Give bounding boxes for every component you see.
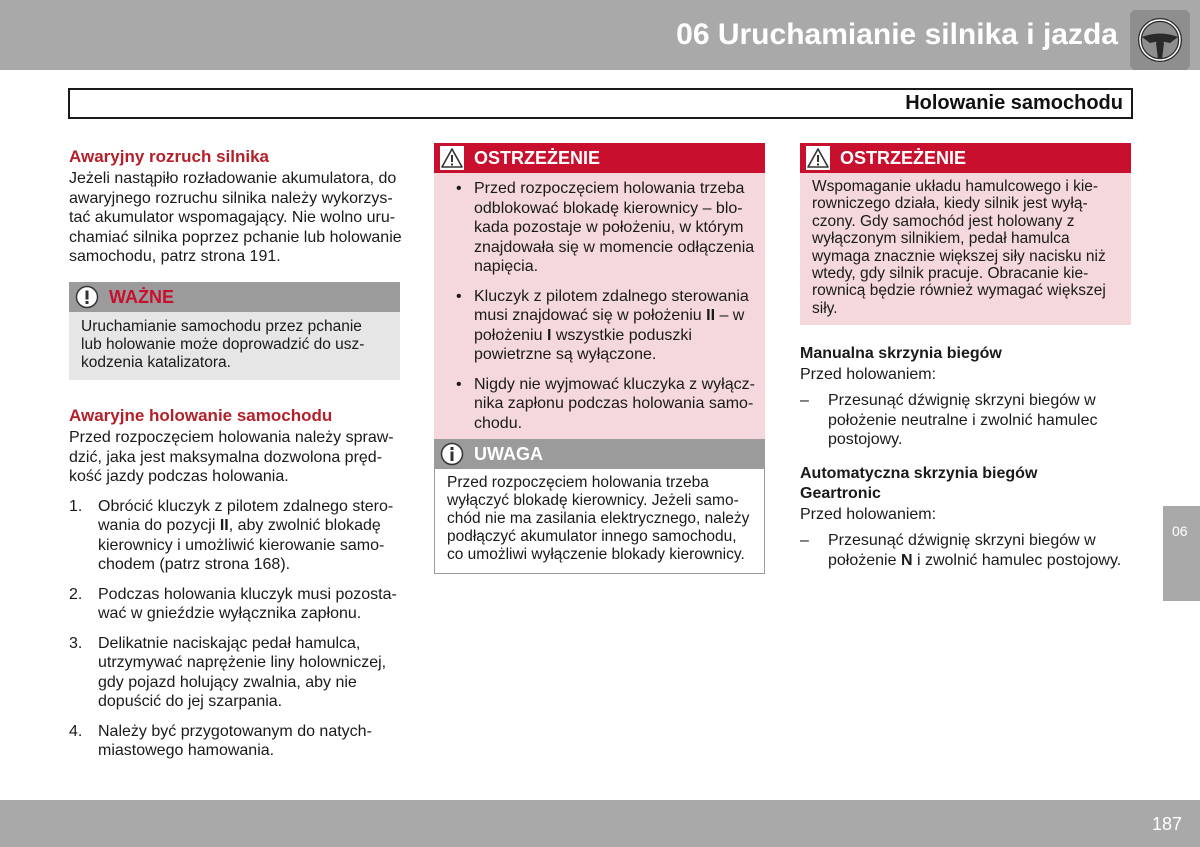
column-left-lower bbox=[69, 405, 403, 771]
chapter-side-tab bbox=[1163, 506, 1200, 601]
list-item: – Przesunąć dźwignię skrzyni biegów w położenie neutralne i zwolnić hamulec postojowy. bbox=[800, 392, 1098, 448]
list-item: 4. Należy być przygotowanym do natych- miastowego hamowania. bbox=[69, 722, 372, 759]
paragraph-emergency-start: Jeżeli nastąpiło rozładowanie akumulatora, do awaryjnego rozruchu silnika należy wykorzys- tać akumulator wspomagający. Nie wolno uru- chamiać silnika poprzez pchanie lub holowanie samochodu, patrz strona 191. bbox=[69, 170, 402, 265]
list-item: • Nigdy nie wyjmować kluczyka z wyłącz- nika zapłonu podczas holowania samo- chodu. bbox=[456, 375, 755, 432]
note-box-header bbox=[434, 439, 765, 469]
list-item: 3. Delikatnie naciskając pedał hamulca, utrzymywać naprężenie liny holowniczej, gdy pojazd holujący zwalnia, aby nie dopuścić do jej szarpania. bbox=[69, 634, 387, 710]
auto-intro: Przed holowaniem: bbox=[800, 505, 937, 523]
warning-label: OSTRZEŻENIE bbox=[474, 148, 601, 168]
warning-triangle-icon bbox=[440, 146, 464, 170]
heading-manual-gearbox: Manualna skrzynia biegów bbox=[800, 345, 1002, 362]
heading-emergency-towing: Awaryjne holowanie samochodu bbox=[69, 406, 333, 425]
list-item: 1. Obrócić kluczyk z pilotem zdalnego stero- wania do pozycji II, aby zwolnić blokadę kierownicy i umożliwić kierowanie samo- chodem (patrz strona 168). bbox=[69, 497, 394, 573]
warning-label: OSTRZEŻENIE bbox=[840, 148, 967, 168]
warning-triangle-icon bbox=[806, 146, 830, 170]
important-box bbox=[69, 282, 400, 380]
note-label: UWAGA bbox=[474, 444, 543, 464]
header-bar bbox=[0, 0, 1200, 70]
warning-box-towing bbox=[434, 143, 765, 441]
paragraph-towing-intro: Przed rozpoczęciem holowania należy spraw- dzić, jaka jest maksymalna dozwolona pręd- kość jazdy podczas holowania. bbox=[69, 429, 394, 485]
list-item: – Przesunąć dźwignię skrzyni biegów w położenie N i zwolnić hamulec postojowy. bbox=[800, 532, 1122, 569]
warning-bullets bbox=[444, 179, 757, 433]
section-bar bbox=[68, 88, 1133, 119]
footer-bar bbox=[0, 800, 1200, 847]
important-body: Uruchamianie samochodu przez pchanie lub holowanie może doprowadzić do usz- kodzenia katalizatora. bbox=[69, 312, 400, 380]
note-box bbox=[434, 439, 765, 574]
manual-steps bbox=[800, 391, 1140, 450]
list-item: • Kluczyk z pilotem zdalnego sterowania musi znajdować się w położeniu II – w położeniu I wszystkie poduszki powietrzne są wyłączone. bbox=[456, 287, 749, 363]
warning-box-brakes bbox=[800, 143, 1131, 325]
warning-box-header bbox=[434, 143, 765, 173]
warning-box-header bbox=[800, 143, 1131, 173]
towing-steps bbox=[69, 497, 403, 761]
section-title: Holowanie samochodu bbox=[905, 92, 1123, 114]
list-item: 2. Podczas holowania kluczyk musi pozosta- wać w gnieździe wyłącznika zapłonu. bbox=[69, 585, 397, 622]
warning-body bbox=[434, 173, 765, 441]
important-box-header bbox=[69, 282, 400, 312]
important-label: WAŻNE bbox=[109, 287, 174, 307]
page-number: 187 bbox=[1151, 814, 1182, 834]
manual-intro: Przed holowaniem: bbox=[800, 365, 937, 383]
list-item: • Przed rozpoczęciem holowania trzeba odblokować blokadę kierownicy – blo- kada pozostaje w położeniu, w którym znajdowała się w momencie odłączenia napięcia. bbox=[456, 180, 755, 275]
info-circle-icon bbox=[440, 442, 464, 466]
steering-wheel-icon bbox=[1130, 10, 1190, 70]
auto-steps bbox=[800, 531, 1140, 570]
column-right-lower bbox=[800, 344, 1140, 570]
column-left bbox=[69, 146, 403, 267]
heading-emergency-start: Awaryjny rozruch silnika bbox=[69, 147, 269, 166]
exclamation-circle-icon bbox=[75, 285, 99, 309]
heading-automatic-gearbox: Automatyczna skrzynia biegów Geartronic bbox=[800, 464, 1038, 502]
side-tab-label: 06 bbox=[1172, 523, 1188, 539]
chapter-title: 06 Uruchamianie silnika i jazda bbox=[676, 18, 1118, 51]
warning-body: Wspomaganie układu hamulcowego i kie- rowniczego działa, kiedy silnik jest wyłą- czony. Gdy samochód jest holowany z wyłączonym silnikiem, pedał hamulca wymaga znacznie większej siły nacisku niż wtedy, gdy silnik pracuje. Obracanie kie- rownicą będzie również wymagać większej siły. bbox=[800, 173, 1131, 325]
note-body: Przed rozpoczęciem holowania trzeba wyłączyć blokadę kierownicy. Jeżeli samo- chód nie ma zasilania elektrycznego, należy podłączyć akumulator innego samochodu, co umożliwi wyłączenie blokady kierownicy. bbox=[434, 469, 765, 574]
